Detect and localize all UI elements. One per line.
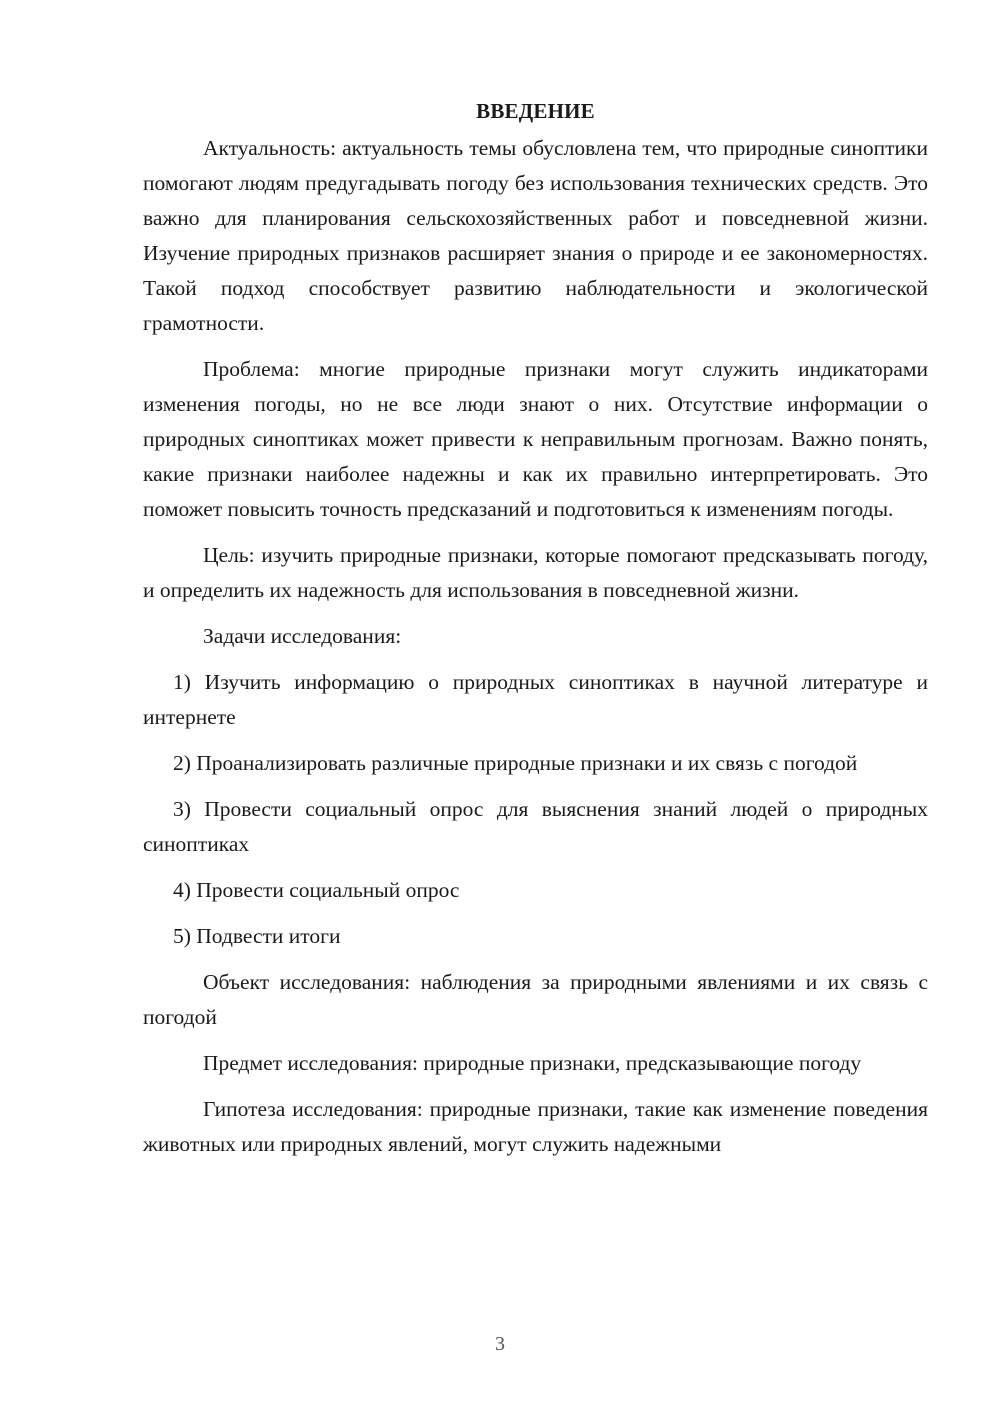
task-item-1: 1) Изучить информацию о природных синоптиках в научной литературе и интернете xyxy=(143,670,928,729)
page-number: 3 xyxy=(495,1333,505,1355)
hypothesis-paragraph: Гипотеза исследования: природные признаки, такие как изменение поведения животных или природных явлений, могут служить надежными xyxy=(143,1097,928,1156)
object-paragraph: Объект исследования: наблюдения за природными явлениями и их связь с погодой xyxy=(143,970,928,1029)
goal-paragraph: Цель: изучить природные признаки, которые помогают предсказывать погоду, и определить их надежность для использования в повседневной жизни. xyxy=(143,543,928,602)
tasks-heading: Задачи исследования: xyxy=(203,624,402,648)
task-item-5: 5) Подвести итоги xyxy=(173,924,341,948)
problem-paragraph: Проблема: многие природные признаки могут служить индикаторами изменения погоды, но не все люди знают о них. Отсутствие информации о природных синоптиках может привести к неправильным прогнозам. Важно понять, какие признаки наиболее надежны и как их правильно интерпретировать. Это поможет повысить точность предсказаний и подготовиться к изменениям погоды. xyxy=(143,357,928,521)
subject-paragraph: Предмет исследования: природные признаки, предсказывающие погоду xyxy=(203,1051,862,1075)
tasks-list xyxy=(143,665,928,954)
page-title: ВВЕДЕНИЕ xyxy=(476,99,595,123)
task-item-3: 3) Провести социальный опрос для выяснения знаний людей о природных синоптиках xyxy=(143,797,928,856)
task-item-4: 4) Провести социальный опрос xyxy=(173,878,460,902)
task-item-2: 2) Проанализировать различные природные признаки и их связь с погодой xyxy=(173,751,858,775)
document-page xyxy=(143,90,928,1173)
relevance-paragraph: Актуальность: актуальность темы обусловлена тем, что природные синоптики помогают людям предугадывать погоду без использования технических средств. Это важно для планирования сельскохозяйственных работ и повседневной жизни. Изучение природных признаков расширяет знания о природе и ее закономерностях. Такой подход способствует развитию наблюдательности и экологической грамотности. xyxy=(143,136,928,335)
